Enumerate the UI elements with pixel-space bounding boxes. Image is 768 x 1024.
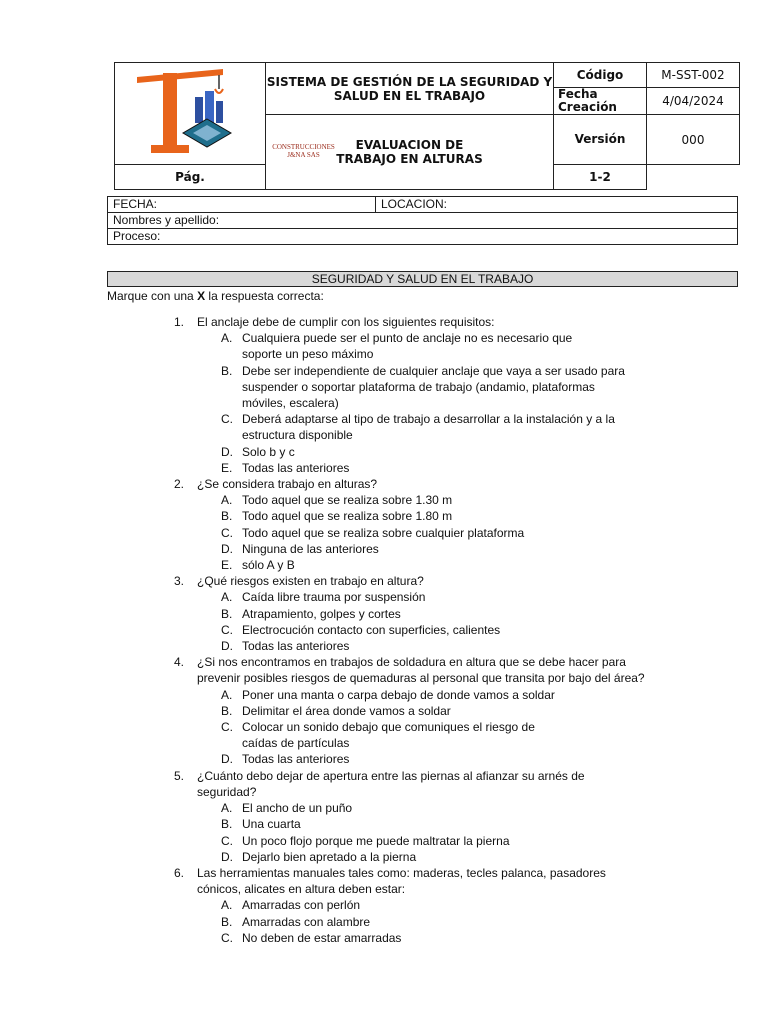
option-letter: A. xyxy=(221,687,233,702)
question-number: 2. xyxy=(174,477,185,492)
option-text: Debe ser independiente de cualquier anclaje que vaya a ser usado para suspender o soportar plataforma de trabajo (andamio, plataformas móviles, escalera) xyxy=(242,363,625,411)
option-c[interactable] xyxy=(197,622,642,638)
fecha-label: FECHA: xyxy=(113,197,158,211)
crane-logo-icon xyxy=(115,63,265,159)
option-d[interactable] xyxy=(197,638,642,654)
fecha-creacion-label: Fecha Creación xyxy=(554,88,647,115)
option-letter: C. xyxy=(221,720,233,735)
option-text: No deben de estar amarradas xyxy=(242,930,402,945)
question-number: 1. xyxy=(174,315,185,329)
option-a[interactable] xyxy=(197,687,642,703)
option-letter: B. xyxy=(221,363,233,378)
info-table xyxy=(107,196,738,245)
question-text: ¿Qué riesgos existen en trabajo en altura? xyxy=(197,574,424,589)
codigo-value: M-SST-002 xyxy=(647,63,740,88)
option-text: Atrapamiento, golpes y cortes xyxy=(242,606,401,621)
question-number: 5. xyxy=(174,768,185,783)
option-a[interactable] xyxy=(197,800,642,816)
option-letter: C. xyxy=(221,622,233,637)
question-4 xyxy=(0,654,647,767)
question-text: ¿Se considera trabajo en alturas? xyxy=(197,477,378,492)
option-c[interactable] xyxy=(197,411,642,443)
section-title: SEGURIDAD Y SALUD EN EL TRABAJO xyxy=(107,271,738,287)
option-text: Todas las anteriores xyxy=(242,460,350,475)
option-text: Amarradas con alambre xyxy=(242,914,371,929)
option-letter: B. xyxy=(221,817,233,832)
instruction-pre: Marque con una xyxy=(107,289,198,303)
options-list xyxy=(197,800,647,865)
option-text: Amarradas con perlón xyxy=(242,898,361,913)
option-text: Todas las anteriores xyxy=(242,639,350,654)
option-text: Dejarlo bien apretado a la pierna xyxy=(242,849,417,864)
proceso-label: Proceso: xyxy=(113,229,161,243)
question-number: 3. xyxy=(174,574,185,589)
option-text: Todo aquel que se realiza sobre 1.80 m xyxy=(242,509,453,524)
option-d[interactable] xyxy=(197,849,642,865)
question-text: ¿Si nos encontramos en trabajos de soldadura en altura que se debe hacer para prevenir posibles riesgos de quemaduras al personal que transita por bajo del área? xyxy=(197,655,645,686)
option-text: El ancho de un puño xyxy=(242,801,353,816)
option-text: Todo aquel que se realiza sobre cualquier plataforma xyxy=(242,525,525,540)
options-list xyxy=(197,330,647,476)
option-letter: D. xyxy=(221,444,233,459)
option-letter: B. xyxy=(221,914,233,929)
option-text: Cualquiera puede ser el punto de anclaje no es necesario que soporte un peso máximo xyxy=(242,331,573,362)
option-letter: E. xyxy=(221,558,233,573)
option-b[interactable] xyxy=(197,703,642,719)
locacion-field[interactable] xyxy=(376,197,738,213)
question-1 xyxy=(0,314,647,476)
document-header xyxy=(114,62,740,190)
option-text: Delimitar el área donde vamos a soldar xyxy=(242,703,451,718)
option-text: Una cuarta xyxy=(242,817,301,832)
question-number: 4. xyxy=(174,655,185,670)
instruction-bold: X xyxy=(197,289,206,303)
version-label: Versión xyxy=(554,115,647,165)
system-title: SISTEMA DE GESTIÓN DE LA SEGURIDAD Y SALUD EN EL TRABAJO xyxy=(266,63,554,115)
option-a[interactable] xyxy=(197,589,642,605)
proceso-field[interactable] xyxy=(108,229,738,245)
question-number: 6. xyxy=(174,865,185,880)
option-c[interactable] xyxy=(197,719,642,751)
option-text: Solo b y c xyxy=(242,444,295,459)
options-list xyxy=(197,589,647,654)
option-letter: A. xyxy=(221,493,233,508)
company-logo xyxy=(115,63,335,165)
option-letter: D. xyxy=(221,752,233,767)
option-a[interactable] xyxy=(197,897,642,913)
question-6 xyxy=(0,865,647,946)
option-e[interactable] xyxy=(197,460,642,476)
fecha-field[interactable] xyxy=(108,197,376,213)
option-letter: B. xyxy=(221,606,233,621)
option-text: Todo aquel que se realiza sobre 1.30 m xyxy=(242,493,453,508)
option-b[interactable] xyxy=(197,606,642,622)
option-text: Poner una manta o carpa debajo de donde vamos a soldar xyxy=(242,687,555,702)
option-text: Colocar un sonido debajo que comuniques el riesgo de caídas de partículas xyxy=(242,720,535,751)
instruction-post: la respuesta correcta: xyxy=(205,289,324,303)
question-text: Las herramientas manuales tales como: maderas, tecles palanca, pasadores cónicos, alicates en altura deben estar: xyxy=(197,865,606,897)
option-letter: D. xyxy=(221,639,233,654)
question-2 xyxy=(0,476,647,573)
option-letter: A. xyxy=(221,898,233,913)
pag-value: 1-2 xyxy=(554,165,647,190)
option-letter: D. xyxy=(221,541,233,556)
option-e[interactable] xyxy=(197,557,642,573)
option-b[interactable] xyxy=(197,363,642,412)
question-text: El anclaje debe de cumplir con los siguientes requisitos: xyxy=(197,315,495,329)
option-text: Deberá adaptarse al tipo de trabajo a desarrollar a la instalación y a la estructura disponible xyxy=(242,412,615,443)
fecha-creacion-value: 4/04/2024 xyxy=(647,88,740,115)
option-text: Un poco flojo porque me puede maltratar la pierna xyxy=(242,833,510,848)
nombres-label: Nombres y apellido: xyxy=(113,213,220,227)
codigo-label: Código xyxy=(554,63,647,88)
option-letter: A. xyxy=(221,590,233,605)
question-list xyxy=(0,314,768,946)
pag-label: Pág. xyxy=(115,165,266,190)
option-letter: A. xyxy=(221,801,233,816)
question-5 xyxy=(0,768,647,865)
options-list xyxy=(197,492,647,573)
option-letter: C. xyxy=(221,412,233,427)
option-letter: C. xyxy=(221,525,233,540)
option-text: sólo A y B xyxy=(242,558,295,573)
option-letter: D. xyxy=(221,849,233,864)
options-list xyxy=(197,687,647,768)
option-text: Ninguna de las anteriores xyxy=(242,541,379,556)
option-c[interactable] xyxy=(197,833,642,849)
logo-text: CONSTRUCCIONES J&NA SAS xyxy=(272,142,335,159)
option-b[interactable] xyxy=(197,914,642,930)
option-letter: A. xyxy=(221,331,233,346)
nombres-field[interactable] xyxy=(108,213,738,229)
option-d[interactable] xyxy=(197,444,642,460)
option-letter: B. xyxy=(221,509,233,524)
option-letter: C. xyxy=(221,930,233,945)
instruction xyxy=(107,288,324,304)
question-text: ¿Cuánto debo dejar de apertura entre las piernas al afianzar su arnés de seguridad? xyxy=(197,768,585,799)
option-b[interactable] xyxy=(197,508,642,524)
option-letter: B. xyxy=(221,703,233,718)
option-d[interactable] xyxy=(197,541,642,557)
options-list xyxy=(197,897,647,946)
question-3 xyxy=(0,573,647,654)
version-value: 000 xyxy=(647,115,740,165)
option-c[interactable] xyxy=(197,525,642,541)
option-d[interactable] xyxy=(197,751,642,767)
option-a[interactable] xyxy=(197,492,642,508)
option-letter: C. xyxy=(221,833,233,848)
option-text: Todas las anteriores xyxy=(242,752,350,767)
locacion-label: LOCACION: xyxy=(381,197,448,211)
option-text: Caída libre trauma por suspensión xyxy=(242,590,426,605)
option-letter: E. xyxy=(221,460,233,475)
doc-title-text: EVALUACION DE TRABAJO EN ALTURAS xyxy=(336,138,483,166)
option-a[interactable] xyxy=(197,330,642,362)
option-text: Electrocución contacto con superficies, calientes xyxy=(242,622,501,637)
option-b[interactable] xyxy=(197,816,642,832)
option-c[interactable] xyxy=(197,930,642,946)
